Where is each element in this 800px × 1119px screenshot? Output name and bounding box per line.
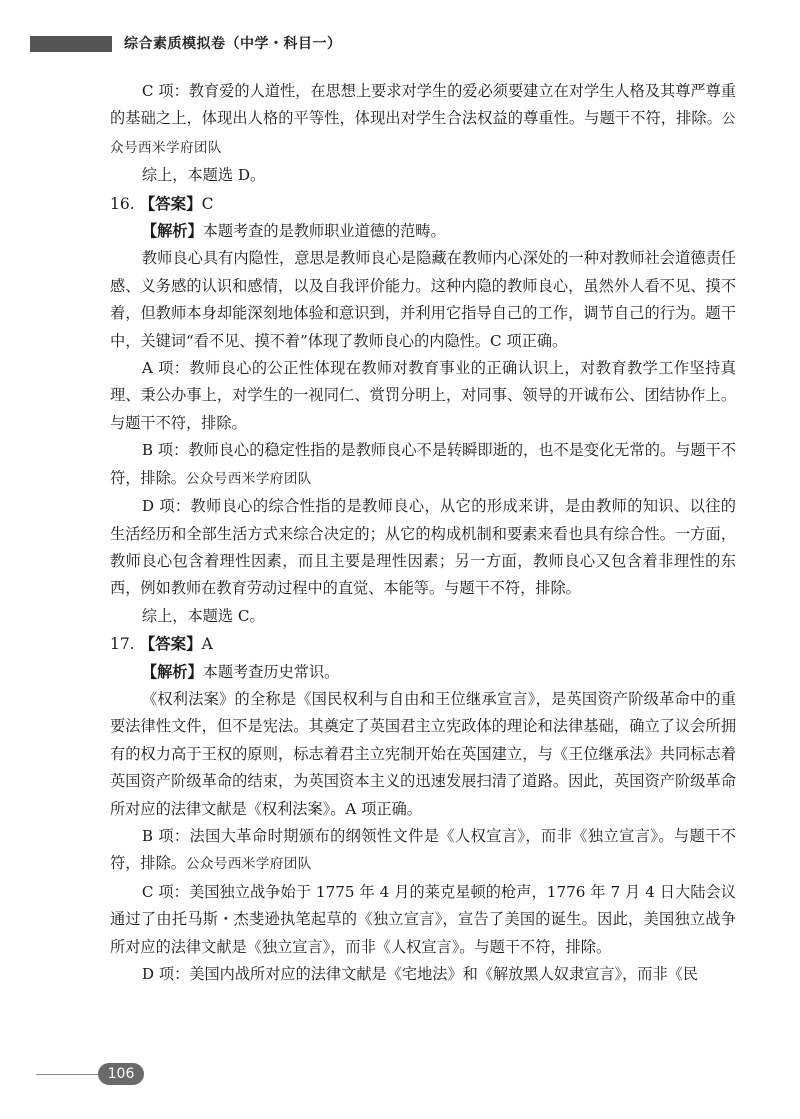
- question-number: 16.: [110, 194, 135, 213]
- paragraph: [110, 78, 736, 162]
- section-label: 【答案】: [139, 193, 202, 213]
- footer-rule: [36, 1074, 98, 1075]
- analysis-heading: [110, 218, 736, 245]
- header-bar: [30, 36, 112, 52]
- page-header-title: 综合素质模拟卷（中学・科目一）: [124, 36, 342, 52]
- paragraph-text: C 项：美国独立战争始于 1775 年 4 月的莱克星顿的枪声，1776 年 7 月 4 日大陆会议通过了由托马斯・杰斐逊执笔起草的《独立宣言》，宣告了美国的诞生。因此，美国独立战争所对应的法律文献是《独立宣言》，而非《人权宣言》。与题干不符，排除。: [110, 882, 736, 956]
- paragraph-text: 综上，本题选 C。: [141, 606, 265, 625]
- paragraph-text: A: [201, 635, 213, 654]
- question-answer-heading: [110, 630, 736, 658]
- paragraph: [110, 355, 736, 437]
- section-label: 【解析】: [141, 222, 203, 241]
- paragraph-text: 本题考查的是教师职业道德的范畴。: [202, 222, 446, 241]
- analysis-heading: [110, 659, 736, 686]
- paragraph-text: 《权利法案》的全称是《国民权利与自由和王位继承宣言》，是英国资产阶级革命中的重要法律性文件，但不是宪法。其奠定了英国君主立宪政体的理论和法律基础，确立了议会所拥有的权力高于王权的原则，标志着君主立宪制开始在英国建立，与《王位继承法》共同标志着英国资产阶级革命的结束，为英国资本主义的迅速发展扫清了道路。因此，英国资产阶级革命所对应的法律文献是《权利法案》。A 项正确。: [110, 689, 736, 818]
- paragraph: [110, 245, 736, 355]
- paragraph: [110, 879, 736, 961]
- question-answer-heading: [110, 190, 736, 218]
- paragraph-text: A 项：教师良心的公正性体现在教师对教育事业的正确认识上，对教育教学工作坚持真理、秉公办事上，对学生的一视同仁、赏罚分明上，对同事、领导的开诚布公、团结协作上。与题干不符，排除。: [110, 359, 736, 432]
- paragraph-text: 综上，本题选 D。: [141, 166, 266, 185]
- paragraph: [110, 961, 736, 988]
- paragraph-text: B 项：法国大革命时期颁布的纲领性文件是《人权宣言》，而非《独立宣言》。与题干不符，排除。: [110, 826, 736, 873]
- paragraph: [110, 437, 736, 493]
- watermark-text: 公众号西米学府团队: [110, 111, 736, 156]
- question-number: 17.: [110, 635, 135, 654]
- paragraph-text: 教师良心具有内隐性，意思是教师良心是隐藏在教师内心深处的一种对教师社会道德责任感、义务感的认识和感情，以及自我评价能力。这种内隐的教师良心，虽然外人看不见、摸不着，但教师本身却能深刻地体验和意识到，并利用它指导自己的工作，调节自己的行为。题干中，关键词“看不见、摸不着”体现了教师良心的内隐性。C 项正确。: [110, 249, 736, 350]
- paragraph: [110, 603, 736, 630]
- page-number: 106: [98, 1063, 144, 1085]
- paragraph: [110, 686, 736, 823]
- watermark-text: 公众号西米学府团队: [185, 470, 312, 487]
- section-label: 【解析】: [141, 662, 203, 681]
- paragraph-text: C: [201, 194, 214, 213]
- paragraph-text: D 项：教师良心的综合性指的是教师良心，从它的形成来讲，是由教师的知识、以往的生活经历和全部生活方式来综合决定的；从它的构成机制和要素来看也具有综合性。一方面，教师良心包含着理性因素，而且主要是理性因素；另一方面，教师良心又包含着非理性的东西，例如教师在教育劳动过程中的直觉、本能等。与题干不符，排除。: [110, 497, 736, 598]
- section-label: 【答案】: [139, 634, 202, 654]
- paragraph: [110, 823, 736, 879]
- paragraph-text: 本题考查历史常识。: [202, 662, 340, 681]
- paragraph-text: C 项：教育爱的人道性，在思想上要求对学生的爱必须要建立在对学生人格及其尊严尊重的基础之上，体现出人格的平等性，体现出对学生合法权益的尊重性。与题干不符，排除。: [110, 82, 736, 128]
- answer-content: [110, 78, 736, 988]
- paragraph-text: D 项：美国内战所对应的法律文献是《宅地法》和《解放黑人奴隶宣言》，而非《民: [141, 965, 699, 983]
- paragraph: [110, 493, 736, 603]
- paragraph-text: B 项：教师良心的稳定性指的是教师良心不是转瞬即逝的，也不是变化无常的。与题干不符，排除。: [110, 441, 736, 487]
- watermark-text: 公众号西米学府团队: [185, 856, 312, 873]
- paragraph: [110, 162, 736, 189]
